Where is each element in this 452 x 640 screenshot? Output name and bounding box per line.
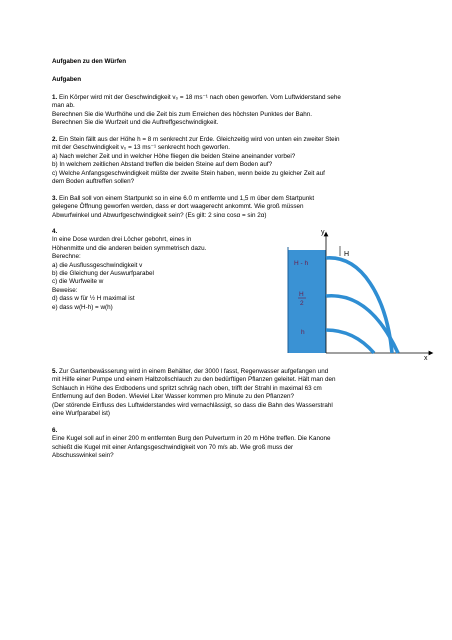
- water-stream-bottom: [326, 330, 374, 353]
- task-2-line: 2. Ein Stein fällt aus der Höhe h = 8 m senkrecht zur Erde. Gleichzeitig wird von unten ein zweiter Stein: [52, 136, 340, 143]
- page-subtitle: Aufgaben: [52, 76, 82, 83]
- task-4-line: Höhenmitte und die anderen beiden symmetrisch dazu.: [52, 244, 207, 252]
- task-1-line: Berechnen Sie die Wurfhöhe und die Zeit bis zum Erreichen des höchsten Punktes der Bahn.: [52, 110, 312, 118]
- task-4-line: c) die Wurfweite w: [52, 278, 104, 286]
- task-4-line: Berechne:: [52, 253, 81, 261]
- task-1-line: 1. Ein Körper wird mit der Geschwindigkeit v₀ = 18 ms⁻¹ nach oben geworfen. Vom Luftwiderstand sehe: [52, 94, 341, 101]
- label-h: h: [301, 329, 305, 336]
- task-6-line: Abschusswinkel sein?: [52, 452, 114, 460]
- task-2-line: mit der Geschwindigkeit v₀ = 13 ms⁻¹ senkrecht hoch geworfen.: [52, 144, 230, 152]
- task-6: [52, 427, 331, 461]
- task-4-line: In eine Dose wurden drei Löcher gebohrt, eines in: [52, 236, 192, 244]
- task-5-line: Schlauch in Höhe des Erdbodens und spritzt schräg nach oben, trifft der Strahl in maximal 63 cm: [52, 384, 322, 392]
- height-label: H: [344, 251, 350, 258]
- task-3-line: Abwurfwinkel und Abwurfgeschwindigkeit sein? (Es gilt: 2 sinα cosα = sin 2α): [52, 211, 267, 219]
- task-6-line: schießt die Kugel mit einer Anfangsgeschwindigkeit von 70 m/s ab. Wie groß muss der: [52, 443, 294, 451]
- task-4-line: d) dass w für ½ H maximal ist: [52, 295, 135, 303]
- task-3-line: 3. Ein Ball soll von einem Startpunkt so in eine 6.0 m entfernte und 1,5 m über dem Startpunkt: [52, 195, 315, 202]
- page-title: Aufgaben zu den Würfen: [52, 58, 127, 65]
- task-6-number: 6.: [52, 427, 58, 434]
- task-2-line: c) Welche Anfangsgeschwindigkeit müßte der zweite Stein haben, wenn beide zu gleicher Zeit auf: [52, 169, 325, 177]
- task-2: [52, 136, 340, 186]
- can-figure: [248, 226, 438, 360]
- task-4-line: e) dass w(H-h) = w(h): [52, 303, 113, 311]
- task-2-line: b) In welchem zeitlichen Abstand treffen die beiden Steine auf dem Boden auf?: [52, 161, 273, 169]
- task-1-number: 1.: [52, 94, 58, 101]
- task-3-line: gelegene Öffnung geworfen werden, dass er dort waagerecht ankommt. Wie groß müssen: [52, 203, 304, 211]
- task-4-line: a) die Ausflussgeschwindigkeit v: [52, 261, 143, 269]
- x-axis-label: x: [424, 355, 428, 360]
- task-1-line: Berechnen Sie die Wurfzeit und die Auftreffgeschwindigkeit.: [52, 119, 219, 127]
- task-5-line: (Der störende Einfluss des Luftwiderstandes wird vernachlässigt, so dass die Bahn des Wasserstrahl: [52, 401, 333, 409]
- task-2-number: 2.: [52, 136, 58, 143]
- task-5: [52, 368, 336, 418]
- task-6-line: Eine Kugel soll auf in einer 200 m entfernten Burg den Pulverturm in 20 m Höhe treffen. Die Kanone: [52, 435, 331, 443]
- task-5-line: Entfernung auf den Boden. Wieviel Liter Wasser kommen pro Minute zu den Pflanzen?: [52, 393, 294, 401]
- task-2-line: a) Nach welcher Zeit und in welcher Höhe fliegen die beiden Steine aneinander vorbei?: [52, 152, 296, 160]
- task-2-line: dem Boden auftreffen sollen?: [52, 178, 135, 186]
- task-3: [52, 195, 314, 220]
- label-half-h-numerator: H: [299, 291, 304, 298]
- task-5-line: 5. Zur Gartenbewässerung wird in einem Behälter, der 3000 l fasst, Regenwasser aufgefangen und: [52, 368, 329, 375]
- task-5-line: mit Hilfe einer Pumpe und einem Halbzollschlauch zu den bedürftigen Pflanzen geleitet. Hält man den: [52, 376, 336, 384]
- task-3-number: 3.: [52, 195, 58, 202]
- task-5-number: 5.: [52, 368, 58, 375]
- task-4-number: 4.: [52, 228, 58, 235]
- task-4-line: b) die Gleichung der Auswurfparabel: [52, 270, 154, 278]
- task-5-line: eine Wurfparabel ist): [52, 410, 110, 418]
- task-1-line: man ab.: [52, 102, 75, 110]
- task-4: [52, 228, 206, 312]
- task-1: [52, 94, 341, 128]
- task-4-line: Beweise:: [52, 286, 78, 294]
- label-h-minus-h: H - h: [294, 260, 309, 267]
- y-axis-label: y: [321, 229, 325, 236]
- label-half-h-denominator: 2: [300, 300, 304, 307]
